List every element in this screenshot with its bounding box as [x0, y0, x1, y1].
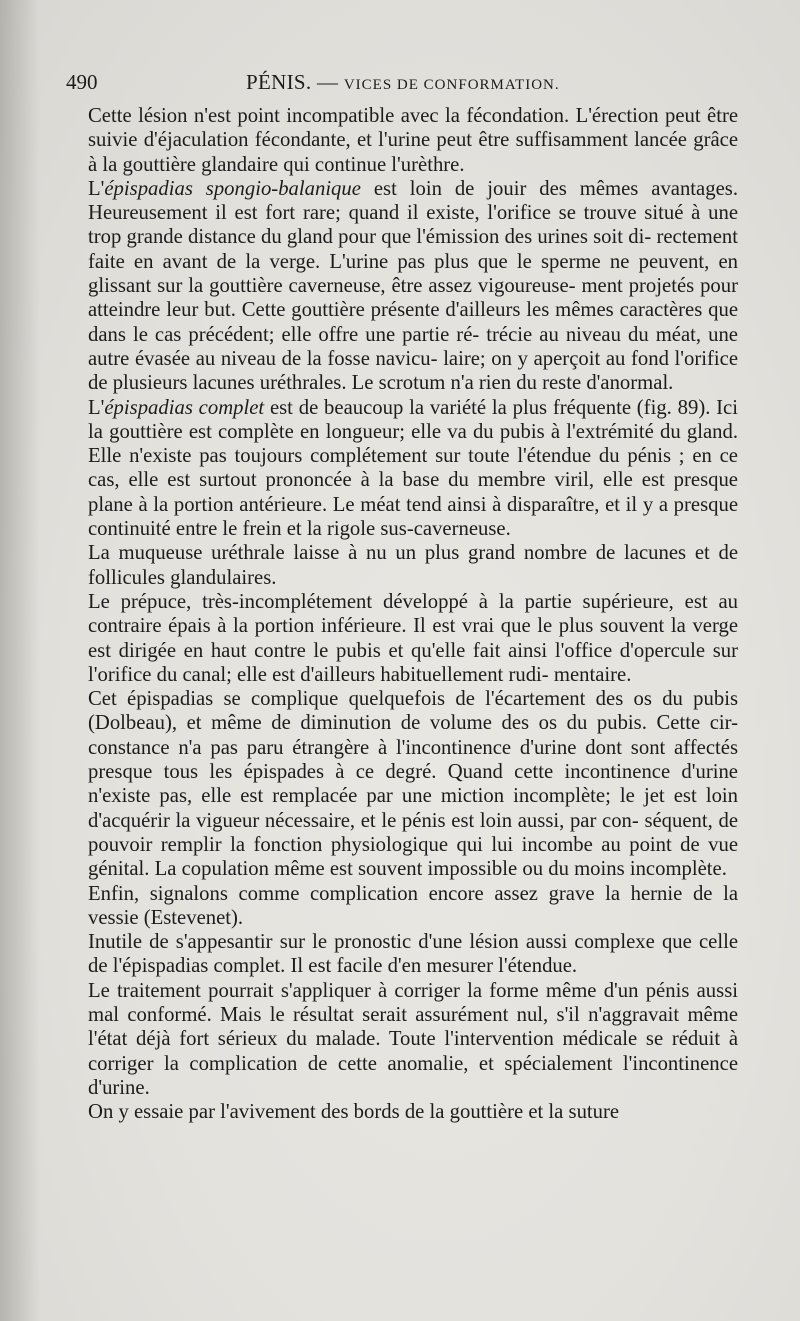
- text-line: n'existe pas, elle est remplacée par une miction incomplète; le jet est: [88, 785, 697, 808]
- text-line: l'incontinence d'urine.: [88, 1052, 739, 1099]
- text-line: (fig. 89). Ici la gouttière est complète en longueur; elle va du pubis à: [88, 396, 738, 443]
- text-line: On y essaie par l'avivement des bords de la gouttière et la suture: [88, 1101, 620, 1124]
- text-line: Cette lésion n'est point incompatible avec la fécondation. L'érection: [88, 105, 659, 127]
- text-line: membre viril, elle est presque plane à la portion antérieure. Le méat tend: [88, 469, 738, 516]
- text-line: ment projetés pour atteindre leur but. Cette gouttière présente d'ailleurs: [88, 275, 738, 322]
- text-line: Le prépuce, très-incomplétement développé à la partie supérieure, est: [88, 590, 708, 613]
- text-line: Enfin, signalons comme complication encore assez grave la hernie de la: [88, 882, 738, 905]
- text-line: Inutile de s'appesantir sur le pronostic d'une lésion aussi complexe que: [88, 931, 692, 954]
- text-line: trécie au niveau du méat, une autre évasée au niveau de la fosse navicu-: [88, 323, 738, 370]
- paragraph: [88, 541, 738, 590]
- text-line: l'étendue du pénis ; en ce cas, elle est surtout prononcée à la base du: [88, 445, 738, 492]
- text-line: Heureusement il est fort rare; quand il existe, l'orifice se trouve situé à: [88, 202, 701, 225]
- paragraph: [88, 177, 738, 396]
- text-line: au point de vue génital. La copulation même est souvent impossible ou: [88, 833, 739, 881]
- paragraph: [88, 590, 738, 687]
- text-line: aussi mal conformé. Mais le résultat serait assurément nul, s'il n'aggravait: [88, 979, 738, 1026]
- text-line: séquent, de pouvoir remplir la fonction physiologique qui lui incombe: [88, 809, 739, 856]
- page-header: [66, 70, 740, 100]
- paragraph: [88, 930, 738, 979]
- running-title-dash: —: [316, 70, 339, 94]
- text-line: laire; on y aperçoit au fond l'orifice de plusieurs lacunes uréthrales. Le: [88, 347, 738, 395]
- text-line: rectement faite en avant de la verge. L'urine pas plus que le sperme ne: [88, 226, 738, 273]
- text-line: constance n'a pas paru étrangère à l'incontinence d'urine dont sont affectés: [88, 736, 738, 759]
- text-line: même l'état déjà fort sérieux du malade. Toute l'intervention médicale: [88, 1003, 739, 1051]
- text-line: et de follicules glandulaires.: [88, 542, 738, 589]
- paragraph: [88, 687, 738, 881]
- text-line: la verge est dirigée en haut contre le pubis et qu'elle fait ainsi l'office: [88, 615, 739, 662]
- text-line: ainsi à disparaître, et il y a presque continuité entre le frein et la rigole: [88, 493, 738, 541]
- paragraph: [88, 979, 738, 1100]
- text-line: d'opercule sur l'orifice du canal; elle est d'ailleurs habituellement rudi-: [88, 639, 738, 686]
- text-line: Cet épispadias se complique quelquefois de l'écartement des os du pubis: [88, 688, 738, 711]
- paragraph-lead: L': [88, 177, 105, 200]
- paragraph-lead: L': [88, 396, 105, 419]
- text-line: scrotum n'a rien du reste d'anormal.: [378, 372, 674, 395]
- text-line: (Dolbeau), et même de diminution de volume des os du pubis. Cette cir-: [88, 712, 738, 735]
- running-title-main: PÉNIS.: [246, 70, 312, 94]
- paragraph: [88, 104, 738, 177]
- text-line: se réduit à corriger la complication de cette anomalie, et spécialement: [88, 1028, 739, 1075]
- page-number: 490: [66, 70, 98, 94]
- text-line: Le traitement pourrait s'appliquer à corriger la forme même d'un pénis: [88, 979, 690, 1002]
- text-line: est loin de jouir des mêmes avantages.: [360, 177, 738, 200]
- body-text: [88, 104, 738, 1124]
- text-line: presque tous les épispades à ce degré. Quand cette incontinence d'urine: [88, 761, 738, 784]
- text-line: celle de l'épispadias complet. Il est facile d'en mesurer l'étendue.: [88, 931, 739, 978]
- text-line: vessie (Estevenet).: [88, 906, 244, 929]
- text-line: au contraire épais à la portion inférieure. Il est vrai que le plus souvent: [88, 590, 738, 638]
- text-line: lancée grâce à la gouttière glandaire qui continue l'urèthre.: [88, 129, 738, 176]
- binding-shadow: [0, 0, 40, 1321]
- paragraph: [88, 396, 738, 542]
- paragraph: [88, 1100, 738, 1124]
- italic-term: épispadias complet: [104, 396, 265, 419]
- text-line: peuvent, en glissant sur la gouttière caverneuse, être assez vigoureuse-: [88, 250, 739, 298]
- text-line: peut être suivie d'éjaculation fécondante, et l'urine peut être suffisamment: [88, 105, 739, 152]
- text-line: sus-caverneuse.: [380, 518, 511, 541]
- text-line: une trop grande distance du gland pour que l'émission des urines soit di-: [88, 202, 738, 249]
- text-line: l'extrémité du gland. Elle n'existe pas toujours complétement sur toute: [88, 420, 739, 468]
- text-line: les mêmes caractères que dans le cas précédent; elle offre une partie ré-: [88, 299, 738, 346]
- text-line: est de beaucoup la variété la plus fréquente: [264, 396, 631, 419]
- text-line: La muqueuse uréthrale laisse à nu un plus grand nombre de lacunes: [88, 542, 687, 565]
- text-line: loin d'acquérir la vigueur nécessaire, et le pénis est loin aussi, par con-: [88, 785, 739, 832]
- text-line: mentaire.: [553, 663, 632, 686]
- running-title-sub: VICES DE CONFORMATION.: [343, 77, 560, 93]
- running-title: [246, 70, 560, 95]
- text-line: du moins incomplète.: [548, 858, 727, 881]
- paragraph: [88, 882, 738, 931]
- italic-term: épispadias spongio-balanique: [104, 177, 361, 200]
